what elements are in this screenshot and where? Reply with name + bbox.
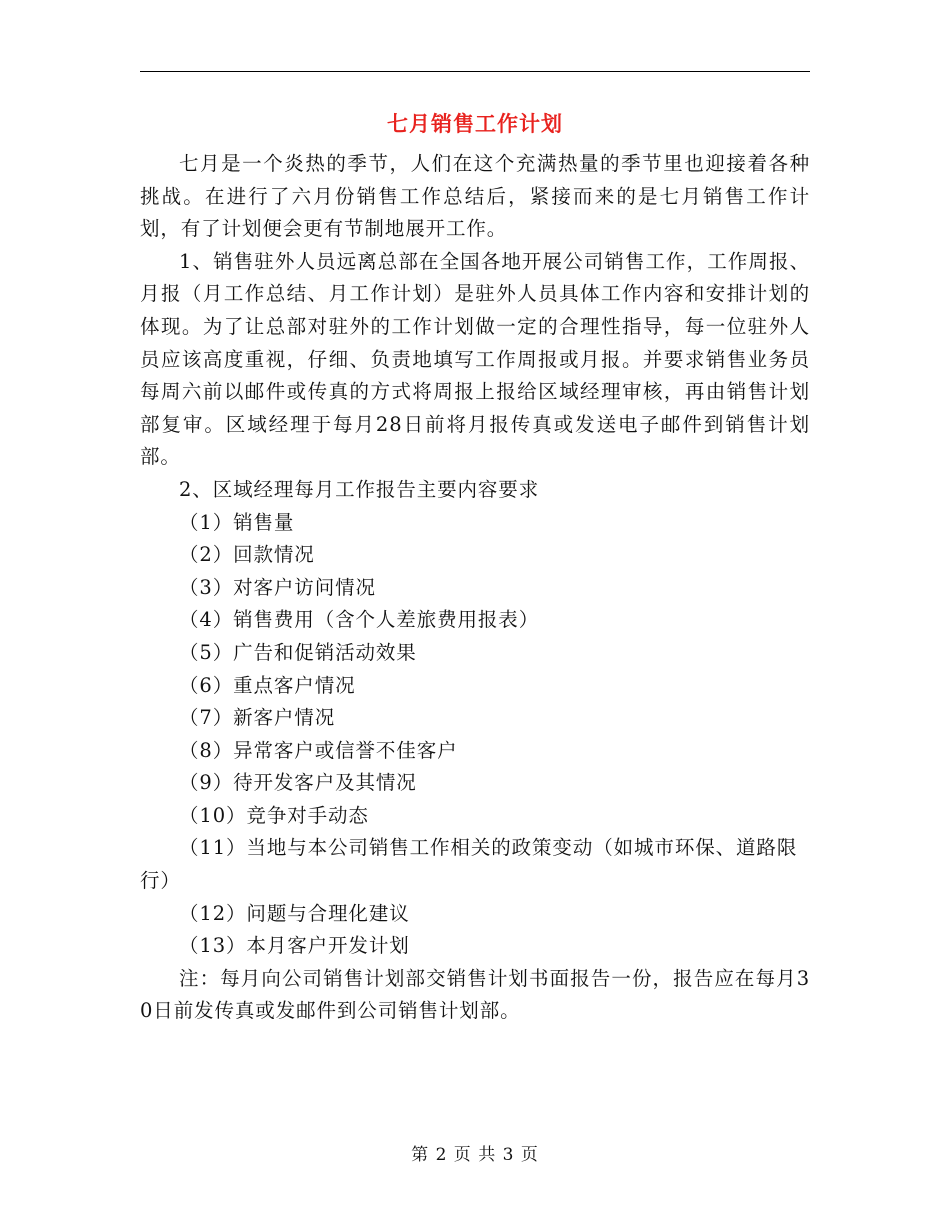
list-item: （1）销售量 (179, 510, 295, 534)
list-item: （7）新客户情况 (179, 706, 336, 730)
list-item: （10）竞争对手动态 (179, 803, 369, 827)
list-item: （5）广告和促销活动效果 (179, 640, 417, 664)
list-item: （2）回款情况 (179, 543, 315, 567)
section-1-paragraph: 1、销售驻外人员远离总部在全国各地开展公司销售工作，工作周报、月报（月工作总结、月工作计划）是驻外人员具体工作内容和安排计划的体现。为了让总部对驻外的工作计划做一定的合理性指导，每一位驻外人员应该高度重视，仔细、负责地填写工作周报或月报。并要求销售业务员每周六前以邮件或传真的方式将周报上报给区域经理审核，再由销售计划部复审。区域经理于每月28日前将月报传真或发送电子邮件到销售计划部。 (140, 249, 810, 469)
list-item: （6）重点客户情况 (179, 673, 356, 697)
intro-paragraph: 七月是一个炎热的季节，人们在这个充满热量的季节里也迎接着各种挑战。在进行了六月份销售工作总结后，紧接而来的是七月销售工作计划，有了计划便会更有节制地展开工作。 (140, 152, 810, 241)
list-item: （4）销售费用（含个人差旅费用报表） (179, 608, 540, 632)
list-item: （13）本月客户开发计划 (179, 934, 410, 958)
list-item: （3）对客户访问情况 (179, 575, 376, 599)
list-item: （11）当地与本公司销售工作相关的政策变动（如城市环保、道路限行） (140, 836, 798, 893)
report-requirements-list (140, 507, 810, 963)
list-item: （12）问题与合理化建议 (179, 901, 410, 925)
page-number-footer: 第 2 页 共 3 页 (411, 1145, 539, 1165)
document-body (140, 104, 810, 1028)
header-rule (140, 71, 810, 72)
list-item: （9）待开发客户及其情况 (179, 771, 417, 795)
section-2-heading: 2、区域经理每月工作报告主要内容要求 (179, 477, 540, 501)
document-title: 七月销售工作计划 (387, 111, 563, 136)
list-item: （8）异常客户或信誉不佳客户 (179, 738, 458, 762)
note-paragraph: 注：每月向公司销售计划部交销售计划书面报告一份，报告应在每月30日前发传真或发邮件到公司销售计划部。 (140, 966, 810, 1023)
